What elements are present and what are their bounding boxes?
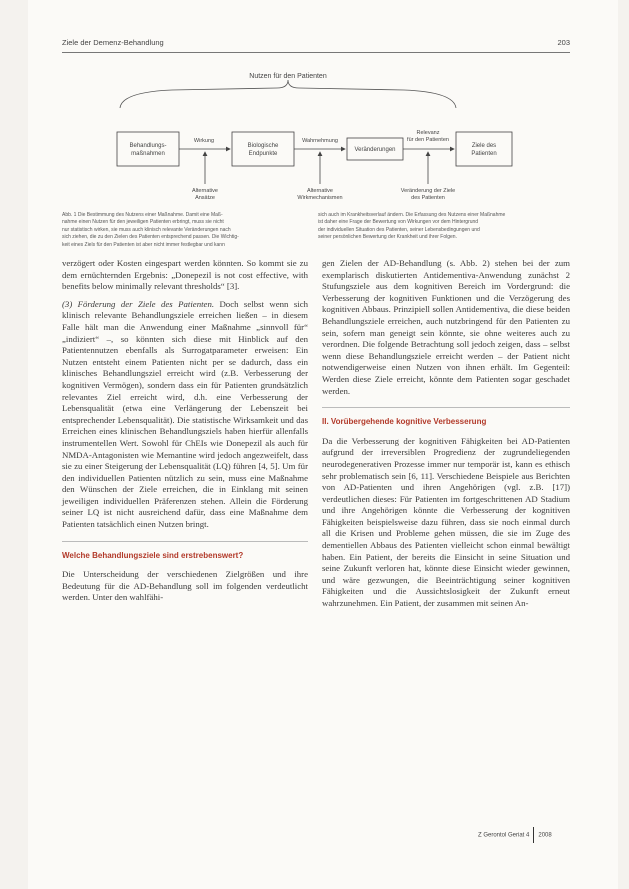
caption-line: nahme einen Nutzen für den jeweiligen Patienten erbringt, muss sie nicht [62, 219, 224, 226]
right-paragraph-2: Da die Verbesserung der kognitiven Fähigkeiten bei AD-Patienten aufgrund der irreversiblen Progredienz der zugrundeliegenden neurodegenerativen Prozesse immer nur temporär ist, kann es ethisch sehr problematisch sein [6, 11]. Verschiedene Beispiele aus Berichten von AD-Patienten und ihren Angehörigen (vgl. z.B. [17]) verdeutlichen dieses: Für Patienten im fortgeschrittenen AD Stadium und ihre Angehörigen könnte die Verbesserung der kognitiven Fähigkeiten beispielsweise dazu führen, dass sie noch einmal durch all die Krisen und Probleme gehen müssen, die sie im Zuge des dementiellen Abbaus des Patienten vielleicht schon einmal bewältigt haben. Ein Patient, der bereits die Einsicht in seine Situation und seine Zukunft verloren hat, könnte diese Einsicht wieder gewinnen, und wäre gezwungen, die Beeinträchtigung seiner kognitiven Fähigkeiten und die Aussichtslosigkeit der Zukunft erneut wahrzunehmen. Ein Patient, der zusammen mit seinen An- [322, 435, 570, 609]
caption-line: nur statistisch wirken, sie muss auch klinisch relevante Veränderungen nach [62, 226, 231, 233]
section-heading-cognitive: II. Vorübergehende kognitive Verbesserung [322, 407, 570, 428]
caption-line: ist daher eine Frage der Bewertung von Wirkungen vor dem Hintergrund [318, 219, 479, 226]
footer-journal: Z Gerontol Geriat 4 [478, 832, 530, 839]
footer-divider [533, 827, 534, 843]
box-treatment-line1: Behandlungs- [129, 143, 167, 149]
box-goals-line2: Patienten [471, 151, 497, 157]
right-paragraph-1: gen Zielen der AD-Behandlung (s. Abb. 2) stehen bei der zum exemplarisch diskutierten Antidementiva-Anwendung zunächst 2 Stufungsziele aus dem kognitiven Bereich im Vordergrund: die Verbesserung der kognitiven Funktionen und die Verzögerung des kognitiven Abbaus. Prinzipiell sollen Antidementiva, die diese beiden Behandlungsziele erreichen, auch nutzbringend für den Patienten zu sein, sofern man geneigt sein könnte, sie ohne weiteres auch zu verordnen. Die folgende Betrachtung soll jedoch zeigen, dass – selbst wenn diese Behandlungsziele erreicht werden – der Patient nicht notwendigerweise einen Nutzen von ihnen erhält. Im Gegenteil: Werden diese Ziele erreicht, könnte dem Patienten sogar geschadet werden. [322, 258, 570, 396]
page-footer [478, 827, 552, 843]
arrow-relevance-label-1: Relevanz [416, 130, 440, 136]
box-changes-label: Veränderungen [354, 147, 396, 153]
box-biological-line1: Biologische [247, 143, 279, 149]
left-paragraph-3: Die Unterscheidung der verschiedenen Zielgrößen und ihre Bedeutung für die AD-Behandlung soll im folgenden verdeutlicht werden. Unter den wahlfähi- [62, 569, 308, 603]
caption-line: sich ziehen, die zu den Zielen des Patienten entsprechend passen. Die Wichtig- [62, 234, 239, 241]
left-column [62, 258, 308, 610]
input-3-line1: Veränderung der Ziele [400, 188, 456, 194]
footer-year: 2008 [538, 832, 552, 839]
input-2-line1: Alternative [307, 188, 333, 194]
figure-brace [120, 80, 456, 108]
figure-caption-left [62, 212, 310, 249]
figure-top-label: Nutzen für den Patienten [249, 73, 327, 80]
box-biological-endpoints [232, 132, 294, 166]
right-column [322, 258, 570, 616]
caption-line: keit eines Ziels für den Patienten ist aber nicht immer festlegbar und kann [62, 241, 225, 248]
header-rule [62, 52, 570, 53]
figure-1-diagram [62, 62, 570, 212]
section-heading-goals: Welche Behandlungsziele sind erstrebenswert? [62, 541, 308, 562]
box-biological-line2: Endpunkte [248, 151, 278, 157]
box-patient-goals [456, 132, 512, 166]
caption-line: Abb. 1 Die Bestimmung des Nutzens einer Maßnahme. Damit eine Maß- [62, 212, 223, 218]
arrow-effect-label: Wirkung [193, 138, 215, 144]
caption-line: seiner persönlichen Bewertung der Krankheit und ihrer Folgen. [318, 234, 457, 241]
caption-line: der individuellen Situation des Patienten, seiner Lebensbedingungen und [318, 226, 480, 233]
caption-line: sich auch im Krankheitsverlauf ändern. Die Erfassung des Nutzens einer Maßnahme [318, 212, 506, 218]
arrow-relevance-label-2: für den Patienten [407, 137, 449, 143]
figure-caption-right [318, 212, 570, 242]
left-paragraph-1: verzögert oder Kosten eingespart werden könnten. So kommt sie zu dem ernüchternden Ergebnis: „Donepezil is not cost effective, with benefits below minimally relevant thresholds“ [3]. [62, 258, 308, 292]
left-paragraph-2-body: Doch selbst wenn sich klinisch relevante Behandlungsziele erreichen ließen – in diesem Falle hält man die Anwendung einer Maßnahme „sinnvoll für“ „indiziert“ –, so könnten sich diese mit Hinblick auf den Patientennutzen ebenfalls als Surrogatparameter erweisen: Ein Nutzen entsteht einem Patienten nicht per se dadurch, dass ein klinisches Behandlungsziel erreicht wird (z.B. Verbesserung der kognitiven Vermögen), sondern dass ein für Patienten grundsätzlich relevantes Ziel erreicht wird, d.h. eine Verbesserung der Lebensqualität (etwa eine Verlängerung der Lebenszeit bei entsprechender Lebensqualität). Die statistische Wirksamkeit und das Erreichen eines klinischen Behandlungsziels haben hierfür allenfalls instrumentellen Wert. Sowohl für ChEIs wie Donepezil als auch für NMDA-Antagonisten wie Memantine wird jedoch angezweifelt, dass sie zu einer Steigerung der Lebensqualität (LQ) führen [4, 5]. Um für den individuellen Patienten nützlich zu sein, muss eine Maßnahme den Wünschen der Ziele erreichen, die in Einklang mit seinen jeweiligen individuellen Präferenzen stehen. Allein die Förderung seiner LQ ist nicht ausreichend dafür, dass eine Maßnahme dem Patienten tatsächlich einen Nutzen bringt. [62, 298, 308, 530]
left-paragraph-2-lead: (3) Förderung der Ziele des Patienten. [62, 298, 215, 309]
running-title: Ziele der Demenz-Behandlung [62, 38, 164, 47]
box-treatment [117, 132, 179, 166]
input-2-line2: Wirkmechanismen [297, 195, 343, 201]
arrow-perception-label: Wahrnehmung [302, 138, 338, 144]
input-1-line1: Alternative [192, 188, 218, 194]
box-goals-line1: Ziele des [471, 143, 497, 149]
box-treatment-line2: maßnahmen [131, 151, 165, 157]
running-header [62, 38, 570, 50]
left-paragraph-2 [62, 299, 308, 531]
input-3-line2: des Patienten [411, 195, 445, 201]
page-number: 203 [557, 38, 570, 47]
input-1-line2: Ansätze [195, 195, 215, 201]
